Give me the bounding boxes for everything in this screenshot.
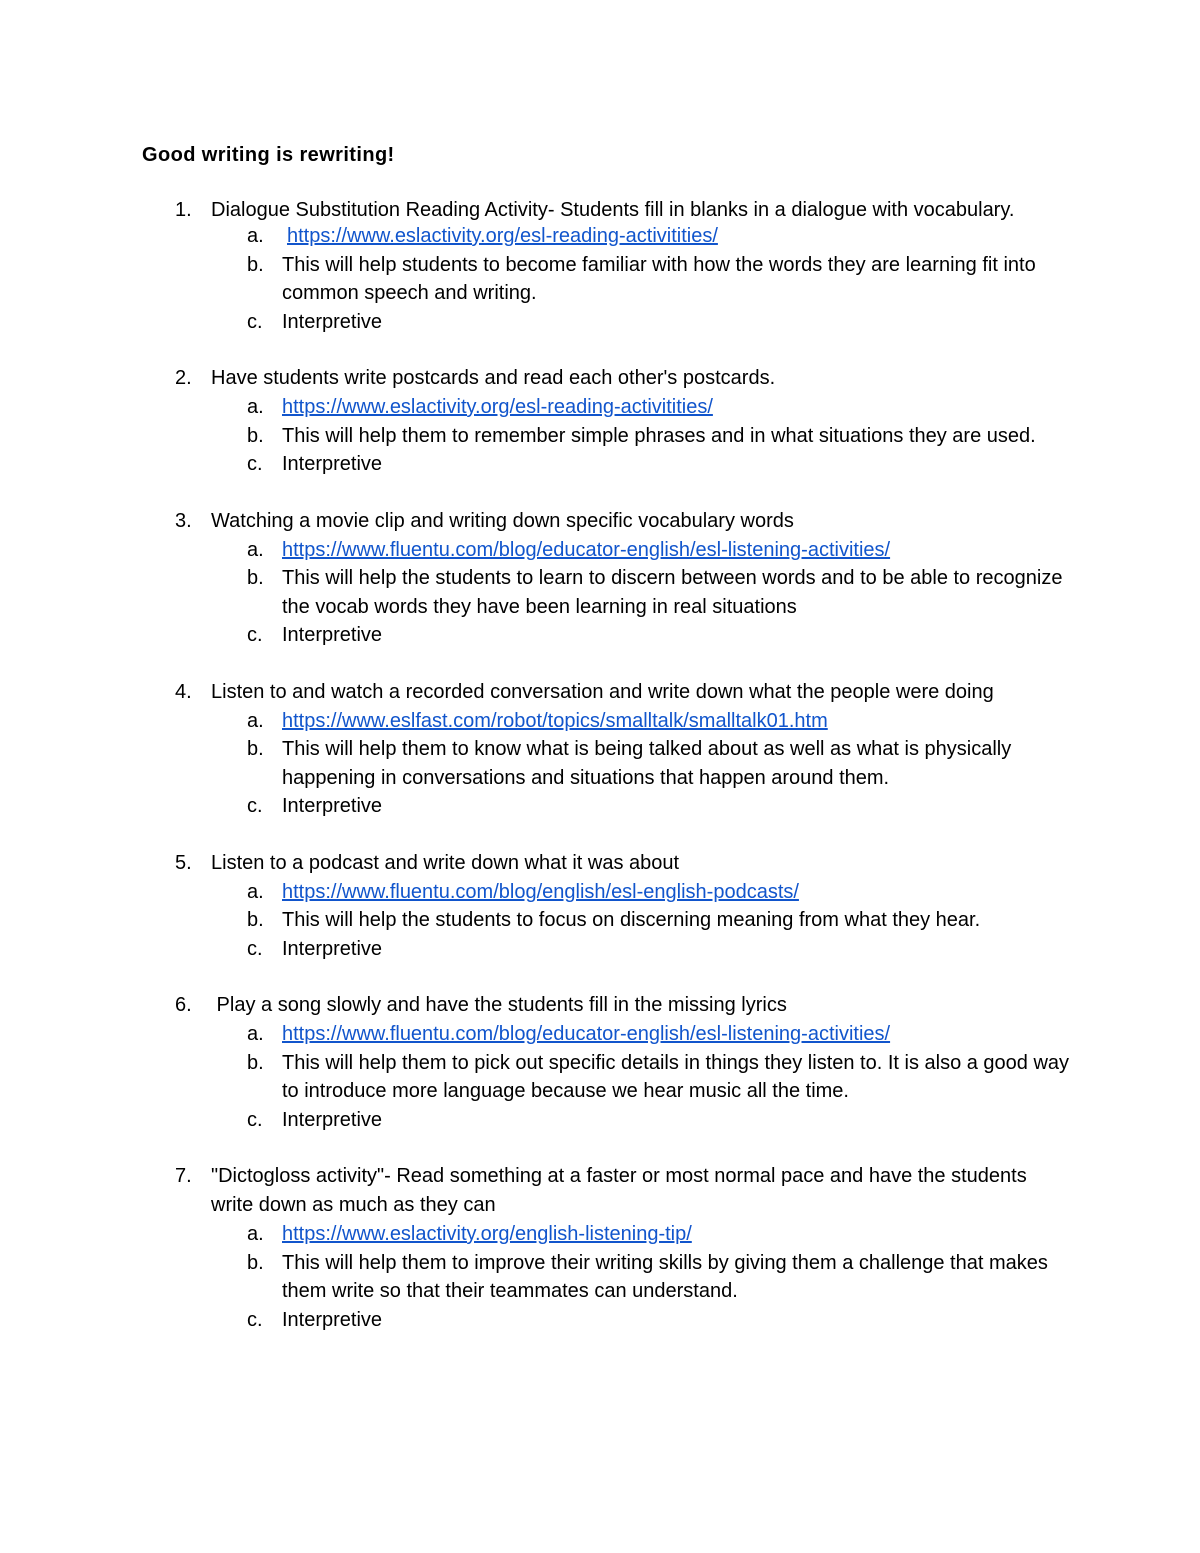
sub-item <box>0 1306 1200 1335</box>
sub-item-letter: b. <box>247 567 264 589</box>
sub-item-letter: c. <box>247 624 263 646</box>
item-text: Dialogue Substitution Reading Activity- Students fill in blanks in a dialogue with vocabulary. <box>211 199 1015 221</box>
list-item <box>0 849 1200 964</box>
item-number: 1. <box>175 199 192 221</box>
sub-item-letter: a. <box>247 396 264 418</box>
sub-item-text: Interpretive <box>282 1308 383 1331</box>
sub-item-text: This will help students to become familiar with how the words they are learning fit into common speech and writing. <box>282 253 1036 304</box>
sub-item-text: Interpretive <box>282 795 383 817</box>
sub-item <box>0 1020 1200 1049</box>
sub-item-text: This will help them to improve their writing skills by giving them a challenge that makes them write so that their teammates can understand. <box>282 1251 1048 1302</box>
sub-item-letter: c. <box>247 1308 263 1331</box>
sub-item-text: This will help the students to focus on discerning meaning from what they hear. <box>282 909 981 931</box>
sub-item-letter: c. <box>247 937 263 960</box>
item-text: Listen to and watch a recorded conversation and write down what the people were doing <box>211 680 994 703</box>
sub-item-text: This will help the students to learn to discern between words and to be able to recognize the vocab words they have been learning in real situations <box>282 567 1063 618</box>
sub-item-letter: b. <box>247 909 264 931</box>
sub-list <box>0 536 1200 650</box>
sub-list <box>0 1220 1200 1334</box>
sub-item <box>0 564 1200 621</box>
sub-item <box>0 621 1200 650</box>
list-item <box>0 196 1200 336</box>
sub-item <box>0 422 1200 451</box>
sub-item <box>0 308 1200 337</box>
sub-item-letter: b. <box>247 1051 264 1074</box>
sub-item <box>0 536 1200 565</box>
sub-list <box>0 878 1200 964</box>
sub-item <box>0 735 1200 792</box>
sub-item-letter: b. <box>247 424 264 447</box>
item-text: "Dictogloss activity"- Read something at a faster or most normal pace and have the students write down as much as they can <box>211 1165 1027 1216</box>
sub-item <box>0 393 1200 422</box>
item-number: 5. <box>175 851 192 874</box>
sub-item-text: This will help them to pick out specific details in things they listen to. It is also a good way to introduce more language because we hear music all the time. <box>282 1051 1070 1102</box>
sub-item-text: Interpretive <box>282 624 383 646</box>
sub-item-letter: a. <box>247 225 264 247</box>
sub-item-letter: c. <box>247 310 263 333</box>
document-title: Good writing is rewriting! <box>142 144 395 166</box>
sub-item-letter: b. <box>247 253 264 276</box>
sub-item <box>0 906 1200 935</box>
sub-item <box>0 251 1200 308</box>
sub-item-text: Interpretive <box>282 453 383 475</box>
list-item <box>0 678 1200 821</box>
sub-item-letter: b. <box>247 738 264 760</box>
list-item <box>0 507 1200 650</box>
sub-item-text: Interpretive <box>282 310 383 333</box>
sub-item-letter: a. <box>247 1223 264 1245</box>
resource-link[interactable]: https://www.fluentu.com/blog/educator-english/esl-listening-activities/ <box>282 1023 891 1045</box>
sub-item <box>0 707 1200 736</box>
list-item <box>0 1162 1200 1334</box>
sub-item <box>0 222 1200 251</box>
sub-list <box>0 222 1200 336</box>
resource-link[interactable]: https://www.eslactivity.org/esl-reading-activitities/ <box>287 225 718 247</box>
sub-item <box>0 1249 1200 1306</box>
sub-item-text: This will help them to know what is being talked about as well as what is physically happening in conversations and situations that happen around them. <box>282 738 1012 789</box>
sub-item-letter: a. <box>247 709 264 732</box>
sub-item <box>0 450 1200 479</box>
resource-link[interactable]: https://www.eslactivity.org/english-listening-tip/ <box>282 1223 692 1245</box>
item-text: Listen to a podcast and write down what it was about <box>211 851 680 874</box>
sub-item-letter: c. <box>247 453 263 475</box>
item-text: Have students write postcards and read each other's postcards. <box>211 367 776 389</box>
item-number: 7. <box>175 1165 192 1187</box>
item-number: 6. <box>175 994 192 1016</box>
resource-link[interactable]: https://www.eslfast.com/robot/topics/smalltalk/smalltalk01.htm <box>282 709 828 732</box>
sub-item <box>0 935 1200 964</box>
sub-item-letter: c. <box>247 1108 263 1131</box>
sub-item-letter: a. <box>247 1023 264 1045</box>
sub-item-text: This will help them to remember simple phrases and in what situations they are used. <box>282 424 1036 447</box>
item-text: Play a song slowly and have the students fill in the missing lyrics <box>211 994 787 1016</box>
item-number: 2. <box>175 367 192 389</box>
sub-list <box>0 707 1200 821</box>
sub-item-letter: b. <box>247 1251 264 1274</box>
item-text: Watching a movie clip and writing down specific vocabulary words <box>211 509 794 532</box>
sub-item-letter: a. <box>247 538 264 561</box>
list-item <box>0 991 1200 1134</box>
list-item <box>0 364 1200 479</box>
sub-item-text: Interpretive <box>282 937 383 960</box>
resource-link[interactable]: https://www.fluentu.com/blog/english/esl-english-podcasts/ <box>282 880 799 903</box>
resource-link[interactable]: https://www.fluentu.com/blog/educator-english/esl-listening-activities/ <box>282 538 891 561</box>
activity-list <box>0 196 1200 1362</box>
sub-list <box>0 1020 1200 1134</box>
sub-item-letter: a. <box>247 880 264 903</box>
sub-item <box>0 1106 1200 1135</box>
sub-item <box>0 1220 1200 1249</box>
resource-link[interactable]: https://www.eslactivity.org/esl-reading-activitities/ <box>282 396 713 418</box>
sub-item <box>0 792 1200 821</box>
sub-item <box>0 878 1200 907</box>
sub-item-letter: c. <box>247 795 263 817</box>
item-number: 3. <box>175 509 192 532</box>
item-number: 4. <box>175 680 192 703</box>
sub-list <box>0 393 1200 479</box>
sub-item <box>0 1049 1200 1106</box>
sub-item-text: Interpretive <box>282 1108 383 1131</box>
